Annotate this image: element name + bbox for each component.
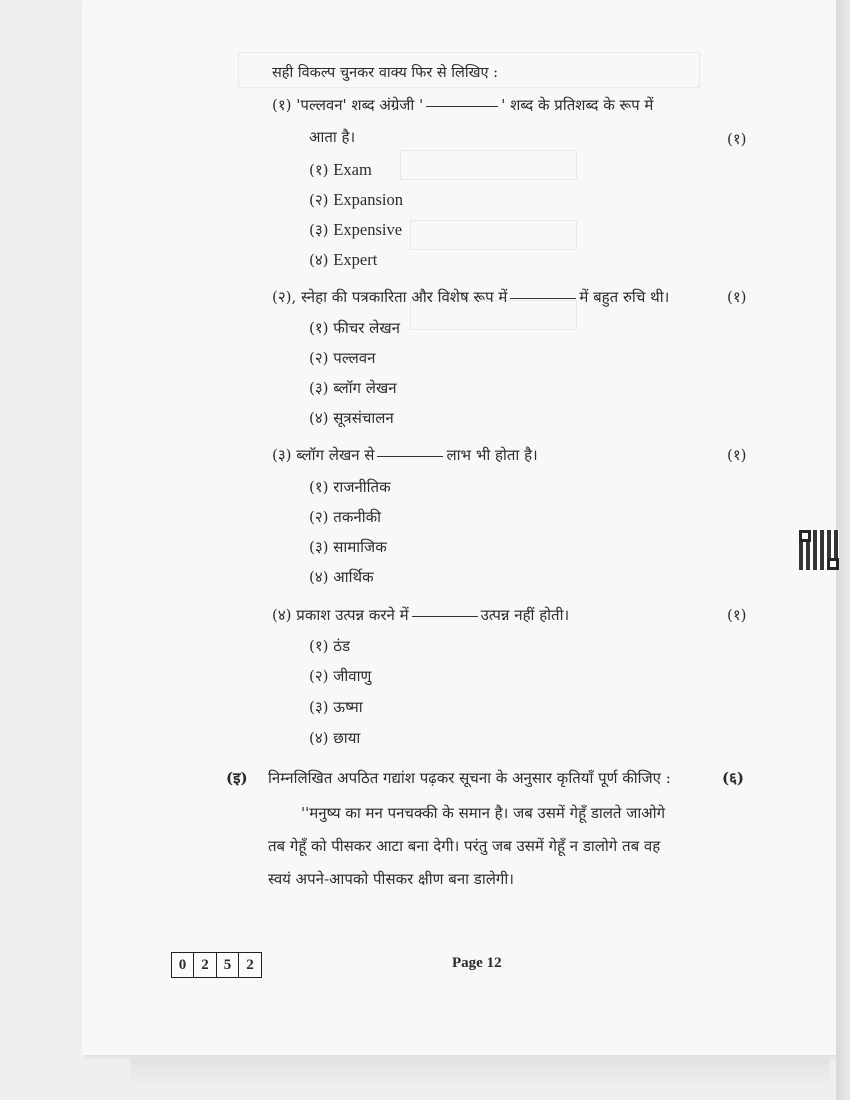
blank-line: [412, 616, 478, 617]
blank-line: [510, 298, 576, 299]
question-text: स्नेहा की पत्रकारिता और विशेष रूप में: [301, 288, 508, 306]
option-item: (३) Expensive: [309, 220, 403, 239]
section-label: (इ): [226, 769, 248, 787]
option-item: (१) फीचर लेखन: [309, 319, 400, 337]
question-text: ब्लॉग लेखन से: [296, 446, 375, 464]
option-item: (२) तकनीकी: [309, 508, 381, 526]
option-item: (४) सूत्रसंचालन: [309, 409, 394, 427]
section-instruction: निम्नलिखित अपठित गद्यांश पढ़कर सूचना के अनुसार कृतियाँ पूर्ण कीजिए :: [268, 769, 671, 787]
bleed-through-box: [400, 150, 577, 180]
question-number: (३): [272, 446, 292, 464]
question-text: उत्पन्न नहीं होती।: [480, 606, 570, 624]
question-text-line2: आता है।: [309, 128, 356, 146]
question-3: [272, 445, 538, 465]
paper-code-digit: 5: [216, 952, 240, 978]
marks-label: (१): [727, 606, 747, 624]
paper-code-digit: 2: [193, 952, 217, 978]
option-item: (२) Expansion: [309, 190, 403, 209]
paper-code-digit: 2: [238, 952, 262, 978]
question-number: (२),: [272, 288, 297, 306]
instruction-text: सही विकल्प चुनकर वाक्य फिर से लिखिए :: [272, 65, 499, 81]
option-item: (३) ऊष्मा: [309, 698, 363, 716]
passage-line: ''मनुष्य का मन पनचक्की के समान है। जब उसमें गेहूँ डालते जाओगे: [301, 804, 666, 822]
bleed-through-box: [410, 220, 577, 250]
question-number: (१): [272, 96, 292, 114]
section-marks: (६): [722, 769, 744, 787]
question-1: [272, 95, 653, 115]
qr-code-icon: [799, 530, 839, 570]
option-item: (१) ठंड: [309, 637, 351, 655]
question-4: [272, 605, 569, 625]
question-text: प्रकाश उत्पन्न करने में: [296, 606, 409, 624]
question-2: [272, 287, 669, 307]
scan-shadow: [130, 1058, 830, 1088]
option-item: (१) Exam: [309, 160, 372, 179]
option-item: (३) ब्लॉग लेखन: [309, 379, 397, 397]
page-number: Page 12: [452, 955, 502, 971]
question-text: ' शब्द के प्रतिशब्द के रूप में: [501, 96, 654, 114]
marks-label: (१): [727, 446, 747, 464]
blank-line: [377, 456, 443, 457]
question-text: में बहुत रुचि थी।: [579, 288, 670, 306]
paper-code: [172, 952, 262, 978]
question-number: (४): [272, 606, 292, 624]
passage-line: तब गेहूँ को पीसकर आटा बना देगी। परंतु जब उसमें गेहूँ न डालोगे तब वह: [268, 837, 661, 855]
question-text: 'पल्लवन' शब्द अंग्रेजी ': [296, 96, 424, 114]
option-item: (२) पल्लवन: [309, 349, 376, 367]
marks-label: (१): [727, 288, 747, 306]
passage-line: स्वयं अपने-आपको पीसकर क्षीण बना डालेगी।: [268, 870, 514, 888]
option-item: (३) सामाजिक: [309, 538, 387, 556]
option-item: (१) राजनीतिक: [309, 478, 391, 496]
marks-label: (१): [727, 130, 747, 148]
paper-code-digit: 0: [171, 952, 195, 978]
question-text: लाभ भी होता है।: [446, 446, 538, 464]
option-item: (४) छाया: [309, 729, 361, 747]
option-item: (४) Expert: [309, 250, 378, 269]
option-item: (४) आर्थिक: [309, 568, 374, 586]
option-item: (२) जीवाणु: [309, 667, 372, 685]
blank-line: [426, 106, 498, 107]
